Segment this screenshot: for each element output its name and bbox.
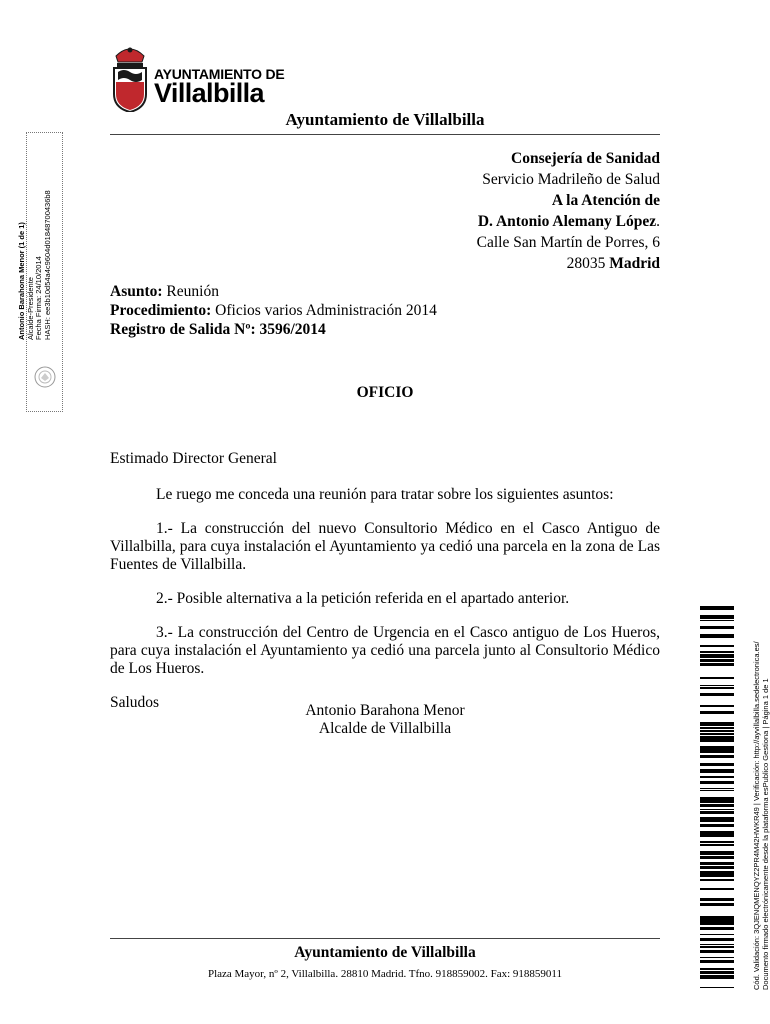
coat-of-arms-icon: [110, 42, 150, 112]
signature-stamp-text: [18, 190, 52, 340]
document-type: OFICIO: [356, 384, 414, 401]
signature-role: Alcalde-Presidente: [25, 277, 35, 340]
signature-hash: HASH: ee3b10d54a4c9604d01848700436b8: [42, 190, 52, 340]
asunto-value: Reunión: [162, 283, 219, 300]
recipient-line-3: A la Atención de: [551, 192, 660, 209]
closing: Saludos: [110, 694, 160, 711]
recipient-street: Calle San Martín de Porres, 6: [476, 234, 660, 251]
logo-line-1: AYUNTAMIENTO DE: [154, 66, 285, 82]
body-paragraph-1: Le ruego me conceda una reunión para tratar sobre los siguientes asuntos:: [156, 486, 614, 503]
letter-body: [110, 450, 660, 712]
recipient-line-1: Consejería de Sanidad: [511, 150, 660, 167]
footer-title: Ayuntamiento de Villalbilla: [294, 944, 476, 961]
header-title: Ayuntamiento de Villalbilla: [285, 110, 485, 129]
subject-block: [110, 282, 660, 339]
footer-divider: [110, 938, 660, 939]
registro-salida: Registro de Salida Nº: 3596/2014: [110, 321, 326, 338]
logo-line-2: Villalbilla: [154, 78, 264, 108]
recipient-zip: 28035: [566, 255, 610, 272]
verification-code: Cód. Validación: 3QJENQMENQYZ2PR4M42HWKR49 | Verificación: http://ayvillalbilla.sedelectronica.es/: [752, 641, 761, 990]
verification-platform: Documento firmado electrónicamente desde la plataforma esPublico Gestiona | Página 1 de 1: [761, 678, 770, 990]
asunto-label: Asunto:: [110, 283, 163, 300]
footer-address: Plaza Mayor, nº 2, Villalbilla. 28810 Madrid. Tfno. 918859002. Fax: 918859011: [207, 968, 563, 980]
recipient-name-suffix: .: [656, 213, 660, 230]
procedimiento-value: Oficios varios Administración 2014: [211, 302, 437, 319]
body-paragraph-2: 1.- La construcción del nuevo Consultorio Médico en el Casco Antiguo de Villalbilla, para cuya instalación el Ayuntamiento ya cedió una parcela en la zona de Las Fuentes de Villalbilla.: [110, 520, 660, 573]
procedimiento-label: Procedimiento:: [110, 302, 212, 319]
header-divider: [110, 134, 660, 135]
signer-block: [110, 702, 660, 738]
signature-date: Fecha Firma: 24/10/2014: [34, 256, 43, 340]
recipient-block: [380, 148, 660, 274]
municipal-logo: [110, 42, 285, 112]
seal-icon: [34, 366, 56, 388]
body-paragraph-3: 2.- Posible alternativa a la petición referida en el apartado anterior.: [156, 590, 570, 607]
recipient-line-2: Servicio Madrileño de Salud: [482, 171, 660, 188]
barcode-icon: [700, 606, 734, 990]
signature-signer: Antonio Barahona Menor (1 de 1): [17, 222, 26, 340]
recipient-city: Madrid: [609, 255, 660, 272]
verification-text: [752, 641, 770, 990]
signer-name: Antonio Barahona Menor: [305, 702, 465, 719]
signer-role: Alcalde de Villalbilla: [318, 720, 452, 737]
greeting: Estimado Director General: [110, 450, 277, 467]
recipient-name: D. Antonio Alemany López: [477, 213, 657, 230]
body-paragraph-4: 3.- La construcción del Centro de Urgencia en el Casco antiguo de Los Hueros, para cuya instalación el Ayuntamiento ya cedió una parcela junto al Consultorio Médico de Los Hueros.: [110, 624, 660, 677]
